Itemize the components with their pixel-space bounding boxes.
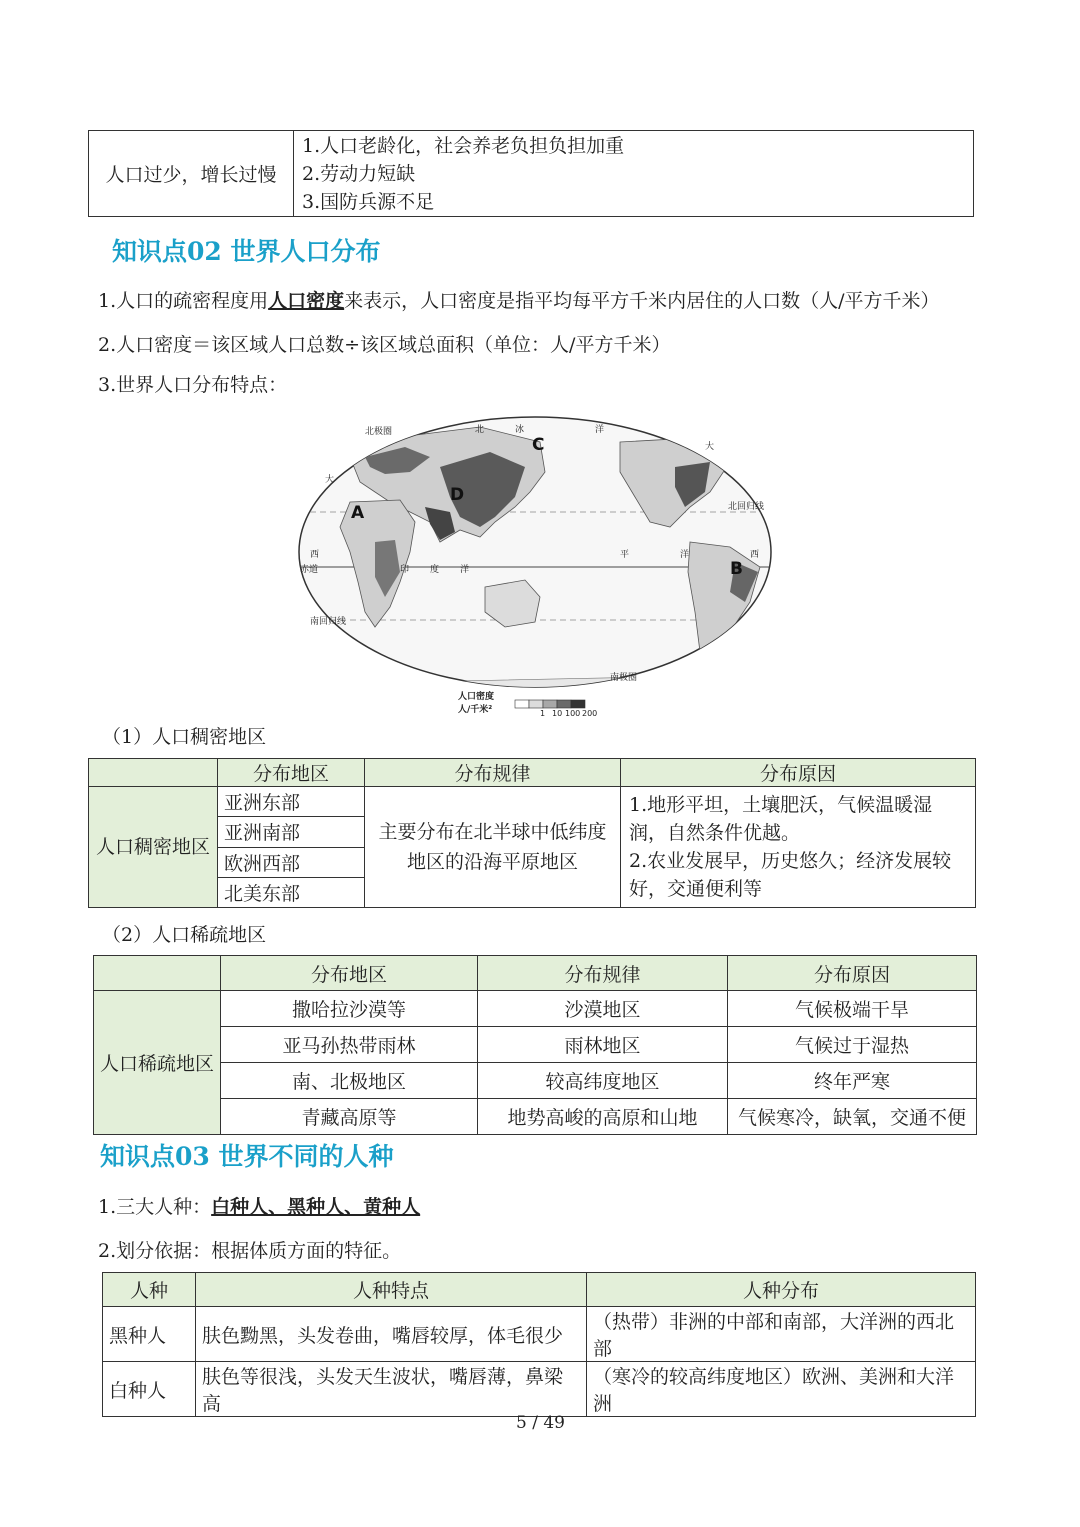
map-text: 平 [620, 550, 630, 560]
table-cell: 沙漠地区 [478, 991, 728, 1027]
table-header: 人种分布 [587, 1273, 976, 1307]
paragraph-1: 1.人口的疏密程度用人口密度来表示，人口密度是指平均每平方千米内居住的人口数（人/平方千米） [98, 290, 940, 312]
paragraph-races: 1.三大人种：白种人、黑种人、黄种人 [98, 1196, 421, 1218]
page-number: 5 / 49 [516, 1413, 565, 1433]
legend-swatch [543, 700, 557, 708]
paragraph-3: 3.世界人口分布特点： [98, 374, 288, 396]
region-cell: 欧洲西部 [218, 847, 365, 877]
paragraph-2: 2.人口密度＝该区域人口总数÷该区域总面积（单位：人/平方千米） [98, 334, 671, 356]
map-label-d: D [450, 485, 465, 505]
map-text: 北回归线 [728, 502, 765, 512]
top-table-items [294, 131, 974, 217]
region-cell: 北美东部 [218, 877, 365, 907]
table-cell: 黑种人 [103, 1307, 196, 1362]
map-text: 大 [325, 475, 335, 485]
map-text: 南极圈 [610, 673, 638, 683]
top-table [88, 130, 974, 217]
table-cell: 肤色等很浅，头发天生波状，嘴唇薄，鼻梁高 [196, 1362, 587, 1417]
map-text: 西 [310, 550, 320, 560]
legend-swatch [571, 700, 585, 708]
map-label-a: A [351, 503, 365, 523]
table-cell: 青藏高原等 [221, 1099, 478, 1135]
legend-swatch [557, 700, 571, 708]
race-table [102, 1272, 976, 1417]
table-cell: 撒哈拉沙漠等 [221, 991, 478, 1027]
table-cell: 地势高峻的高原和山地 [478, 1099, 728, 1135]
map-label-c: C [532, 435, 545, 455]
legend-title: 人口密度 [458, 692, 495, 702]
top-table-label: 人口过少，增长过慢 [89, 131, 294, 217]
region-cell: 亚洲南部 [218, 817, 365, 847]
table-cell: 白种人 [103, 1362, 196, 1417]
table-cell: 肤色黝黑，头发卷曲，嘴唇较厚，体毛很少 [196, 1307, 587, 1362]
map-text: 西 [750, 550, 760, 560]
dense-table [88, 758, 976, 908]
legend-tick: 1 [540, 709, 546, 717]
legend-tick: 200 [582, 709, 598, 717]
map-text: 冰 [515, 425, 525, 435]
keyword-population-density: 人口密度 [268, 290, 345, 312]
row-label: 人口稀疏地区 [94, 991, 221, 1135]
region-cell: 亚洲东部 [218, 787, 365, 817]
caption-sparse: （2）人口稀疏地区 [102, 924, 267, 946]
table-cell: 终年严寒 [728, 1063, 977, 1099]
table-cell: 南、北极地区 [221, 1063, 478, 1099]
list-item: 1.人口老龄化，社会养老负担负担加重 [302, 134, 625, 157]
map-text: 北 [475, 425, 485, 435]
reason-cell: 1.地形平坦，土壤肥沃，气候温暖湿润，自然条件优越。 2.农业发展早，历史悠久；经济发展较好，交通便利等 [621, 787, 976, 908]
legend-swatch [515, 700, 529, 708]
table-header: 分布原因 [621, 759, 976, 787]
map-text: 洋 [680, 550, 690, 560]
paragraph-basis: 2.划分依据：根据体质方面的特征。 [98, 1240, 402, 1262]
map-text: 洋 [595, 425, 605, 435]
rule-cell: 主要分布在北半球中低纬度地区的沿海平原地区 [365, 787, 621, 908]
table-header: 人种 [103, 1273, 196, 1307]
table-cell: 气候寒冷，缺氧，交通不便 [728, 1099, 977, 1135]
table-cell: 雨林地区 [478, 1027, 728, 1063]
map-text: 洋 [460, 565, 470, 575]
list-item: 3.国防兵源不足 [302, 190, 435, 213]
caption-dense: （1）人口稠密地区 [102, 726, 267, 748]
row-label: 人口稠密地区 [89, 787, 218, 908]
map-text: 南回归线 [310, 617, 347, 627]
sparse-table [93, 955, 977, 1135]
table-cell: 亚马孙热带雨林 [221, 1027, 478, 1063]
section-title-03: 知识点03 世界不同的人种 [100, 1142, 394, 1171]
table-cell: （寒冷的较高纬度地区）欧洲、美洲和大洋洲 [587, 1362, 976, 1417]
table-cell: 较高纬度地区 [478, 1063, 728, 1099]
list-item: 2.劳动力短缺 [302, 162, 416, 185]
map-label-b: B [730, 559, 743, 579]
table-header: 人种特点 [196, 1273, 587, 1307]
map-text: 北极圈 [365, 427, 393, 437]
legend-tick: 100 [565, 709, 581, 717]
map-text: 赤道 [300, 565, 319, 575]
table-header: 分布规律 [365, 759, 621, 787]
map-text: 印 [400, 565, 410, 575]
south-america-shape [688, 542, 760, 662]
legend-unit: 人/千米² [458, 705, 493, 715]
legend-tick: 10 [552, 709, 563, 717]
map-text: 度 [430, 565, 440, 575]
table-header: 分布原因 [728, 956, 977, 991]
table-header: 分布规律 [478, 956, 728, 991]
table-header: 分布地区 [218, 759, 365, 787]
table-header: 分布地区 [221, 956, 478, 991]
map-text: 大 [705, 442, 715, 452]
section-title-02: 知识点02 世界人口分布 [112, 237, 381, 266]
keyword-three-races: 白种人、黑种人、黄种人 [211, 1196, 421, 1218]
world-population-map [290, 412, 780, 717]
table-cell: 气候极端干旱 [728, 991, 977, 1027]
legend-swatch [529, 700, 543, 708]
table-cell: （热带）非洲的中部和南部，大洋洲的西北部 [587, 1307, 976, 1362]
table-cell: 气候过于湿热 [728, 1027, 977, 1063]
